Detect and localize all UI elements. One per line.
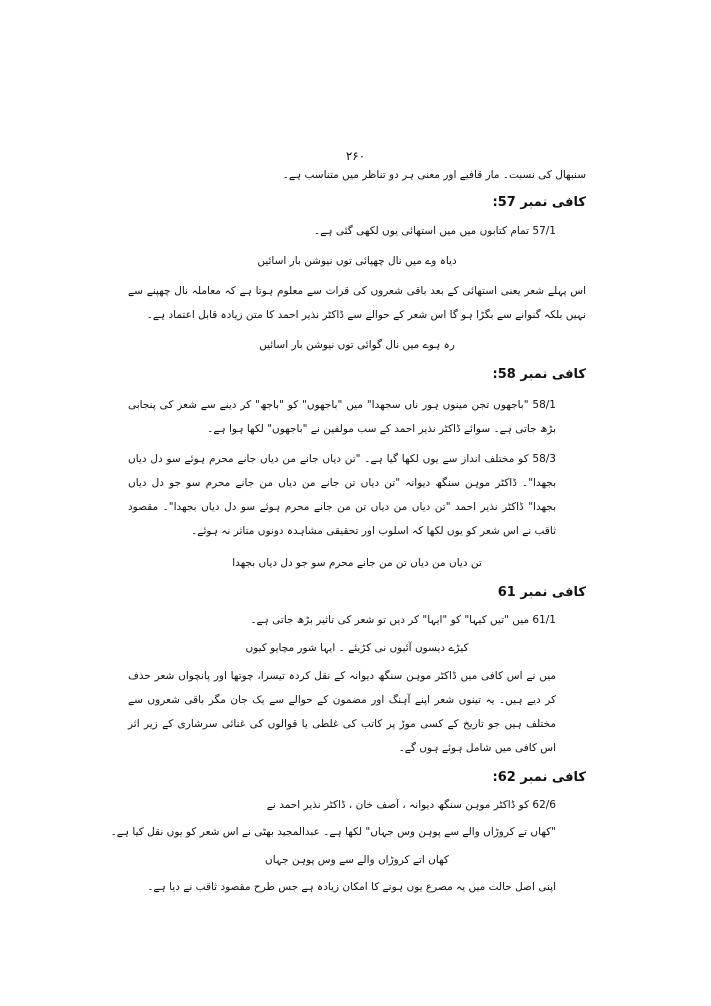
- kafi57-verse-1: دیاہ وے میں نال چھپائی توں نیوشن بار اسائیں: [257, 255, 457, 267]
- intro-line: سنبھال کی نسبت۔ مار قافیے اور معنی ہر دو تناظر میں متناسب ہے۔: [282, 169, 586, 181]
- heading-kafi-57: کافی نمبر 57:: [492, 195, 586, 210]
- kafi62-verse: کھاں اتے کروڑاں والے سے وس پوہن جہاں: [265, 854, 449, 866]
- kafi58-paragraph-2: 58/3 کو مختلف انداز سے یوں لکھا گیا ہے۔ "تن دیاں جانے من دیاں جانے محرم ہوئے سو دل دیاں بجھدا"۔ ڈاکٹر موہن سنگھ دیوانہ "تن دیاں تن جانے من دیاں من جانے محرم سو جو دل دیاں بجھدا" ڈاکٹر نذیر احمد "تن دیاں من دیاں تن من جانے محرم ہوئے سو دل دیاں بجھدا"۔ مقصود ثاقب نے اس شعر کو یوں لکھا کہ اسلوب اور تحقیقی مشاہدہ دونوں متاثر نہ ہوئے۔: [128, 453, 556, 537]
- kafi58-verse: تن دیاں من دیاں تن من جانے محرم سو جو دل دیاں بجھدا: [232, 557, 482, 569]
- kafi57-verse-2: رہ ہوے میں نال گوائی توں نیوشن بار اسائیں: [259, 339, 455, 351]
- heading-kafi-62: کافی نمبر 62:: [492, 770, 586, 785]
- kafi61-paragraph: میں نے اس کافی میں ڈاکٹر موہن سنگھ دیوانہ کے نقل کردہ تیسرا، چوتھا اور پانچواں شعر حذف کر دیے ہیں۔ یہ تینوں شعر اپنے آہنگ اور مضمون کے حوالے سے یک جان مگر باقی شعروں سے مختلف ہیں جو تاریخ کے کسی موڑ پر کاتب کی غلطی یا قوالوں کی غنائی سرشاری کے زیر اثر اس کافی میں شامل ہوئے ہوں گے۔: [128, 670, 556, 754]
- heading-kafi-61: کافی نمبر 61: [497, 585, 586, 600]
- kafi57-note: 57/1 تمام کتابوں میں میں استھائی یوں لکھی گئی ہے۔: [314, 225, 556, 237]
- kafi57-paragraph: اس پہلے شعر یعنی استھائی کے بعد باقی شعروں کی قرات سے معلوم ہوتا ہے کہ معاملہ نال چھپنے سے نہیں بلکہ گنوانے سے بگڑا ہو گا اس شعر کے حوالے سے ڈاکٹر نذیر احمد کا متن زیادہ قابل اعتماد ہے۔: [128, 285, 586, 321]
- kafi62-note-1: 62/6 کو ڈاکٹر موہن سنگھ دیوانہ ، آصف خان ، ڈاکٹر نذیر احمد نے: [266, 799, 556, 811]
- page-number: ۲۶۰: [345, 149, 366, 163]
- page-body: [110, 168, 586, 895]
- kafi62-note-2: "کھاں تے کروڑاں والے سے پوہن وس جہاں" لکھا ہے۔ عبدالمجید بھٹی نے اس شعر کو یوں نقل کیا ہے۔: [110, 826, 556, 838]
- heading-kafi-58: کافی نمبر 58:: [492, 367, 586, 382]
- kafi58-paragraph-1: 58/1 "باجھوں تجن مینوں ہور ناں سجھدا" میں "باجھوں" کو "باجھ" کر دینے سے شعر کی پنجابی بڑھ جاتی ہے۔ سوائے ڈاکٹر نذیر احمد کے سب مولفین نے "باجھوں" لکھا ہوا ہے۔: [128, 399, 556, 435]
- kafi62-paragraph: اپنی اصل حالت میں یہ مصرع یوں ہونے کا امکان زیادہ ہے جس طرح مقصود ثاقب نے دیا ہے۔: [147, 881, 556, 893]
- kafi61-note: 61/1 میں "تیں کیہا" کو "ایہا" کر دیں تو شعر کی تاثیر بڑھ جاتی ہے۔: [250, 614, 556, 626]
- kafi61-verse: کیڑے دیسوں آئیوں نی کڑیئے ۔ ایہا شور مچایو کیوں: [245, 642, 469, 654]
